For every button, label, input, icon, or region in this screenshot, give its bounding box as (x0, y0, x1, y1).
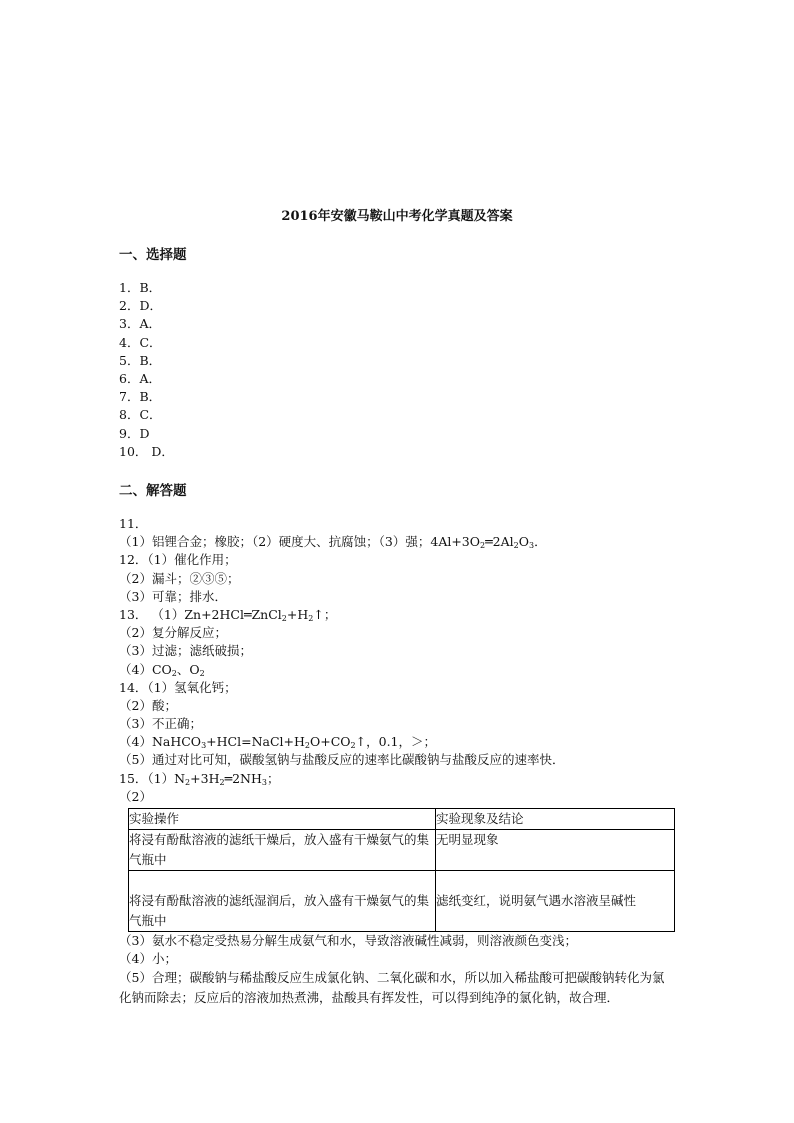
table-cell: 将浸有酚酞溶液的滤纸干燥后，放入盛有干燥氨气的集气瓶中 (129, 830, 436, 871)
q13-answer-4: $(4)CO_2$、$O_2$ (119, 661, 205, 678)
q15-answer-5: （5）合理；碳酸钠与稀盐酸反应生成氯化钠、二氧化碳和水，所以加入稀盐酸可把碳酸钠转化为氯化钠而除去；反应后的溶液加热煮沸，盐酸具有挥发性，可以得到纯净的氯化钠，故合理． (119, 970, 665, 1006)
q15-answer-2: （2） (119, 788, 152, 804)
answer-block (119, 515, 679, 1008)
table-header-cell: 实验操作 (129, 809, 436, 830)
q14-answer-2: （2）酸； (119, 697, 177, 713)
q11-answer: （1）铝锂合金；橡胶；（2）硬度大、抗腐蚀；（3）强；$4Al+3O_2═2Al_2O_3$． (119, 534, 547, 551)
choice-answer: 4．C． (119, 334, 162, 350)
q13-answer-2: （2）复分解反应； (119, 625, 227, 641)
table-cell: 滤纸变红，说明氨气遇水溶液呈碱性 (436, 871, 675, 932)
table-row (129, 830, 675, 871)
table-header-cell: 实验现象及结论 (436, 809, 675, 830)
section-heading-choice: 一、选择题 (119, 247, 187, 263)
choice-answer-list (119, 279, 174, 461)
q12-answer-1: 12．（1）催化作用； (119, 552, 237, 568)
q13-answer-3: （3）过滤；滤纸破损； (119, 643, 252, 659)
q13-answer-1: 13． $(1)Zn+2HCl═ZnCl_2+H_2↑$； (119, 606, 337, 623)
section-heading-answer: 二、解答题 (119, 483, 187, 499)
q12-answer-2: （2）漏斗；②③⑤； (119, 570, 240, 586)
q15-answer-4: （4）小； (119, 951, 177, 967)
table-cell: 将浸有酚酞溶液的滤纸湿润后，放入盛有干燥氨气的集气瓶中 (129, 871, 436, 932)
q14-answer-4: $(4)NaHCO_3+HCl=NaCl+H_2O+CO_2↑$，0.1，＞； (119, 734, 436, 751)
choice-answer: 6．A． (119, 371, 161, 387)
q14-answer-5: （5）通过对比可知，碳酸氢钠与盐酸反应的速率比碳酸钠与盐酸反应的速率快． (119, 752, 565, 768)
experiment-table (128, 808, 675, 932)
choice-answer: 9．D (119, 425, 150, 441)
choice-answer: 2．D． (119, 298, 162, 314)
q11-number: 11． (119, 516, 148, 531)
q15-answer-3: （3）氨水不稳定受热易分解生成氨气和水，导致溶液碱性减弱，则溶液颜色变浅； (119, 933, 577, 948)
choice-answer: 7．B． (119, 389, 162, 405)
choice-answer: 8．C． (119, 407, 162, 423)
q14-answer-1: 14．（1）氢氧化钙； (119, 679, 237, 695)
choice-answer: 3．A． (119, 316, 161, 332)
document-title: 2016年安徽马鞍山中考化学真题及答案 (281, 209, 513, 224)
choice-answer: 1．B． (119, 280, 162, 295)
choice-answer: 5．B． (119, 352, 162, 368)
q14-answer-3: （3）不正确； (119, 716, 202, 732)
table-row (129, 871, 675, 932)
table-header-row (129, 809, 675, 830)
table-cell: 无明显现象 (436, 830, 675, 871)
choice-answer: 10． D． (119, 443, 174, 459)
q12-answer-3: （3）可靠；排水． (119, 588, 227, 604)
q15-answer-1: 15．$(1)N_2+3H_2═2NH_3$； (119, 770, 280, 787)
